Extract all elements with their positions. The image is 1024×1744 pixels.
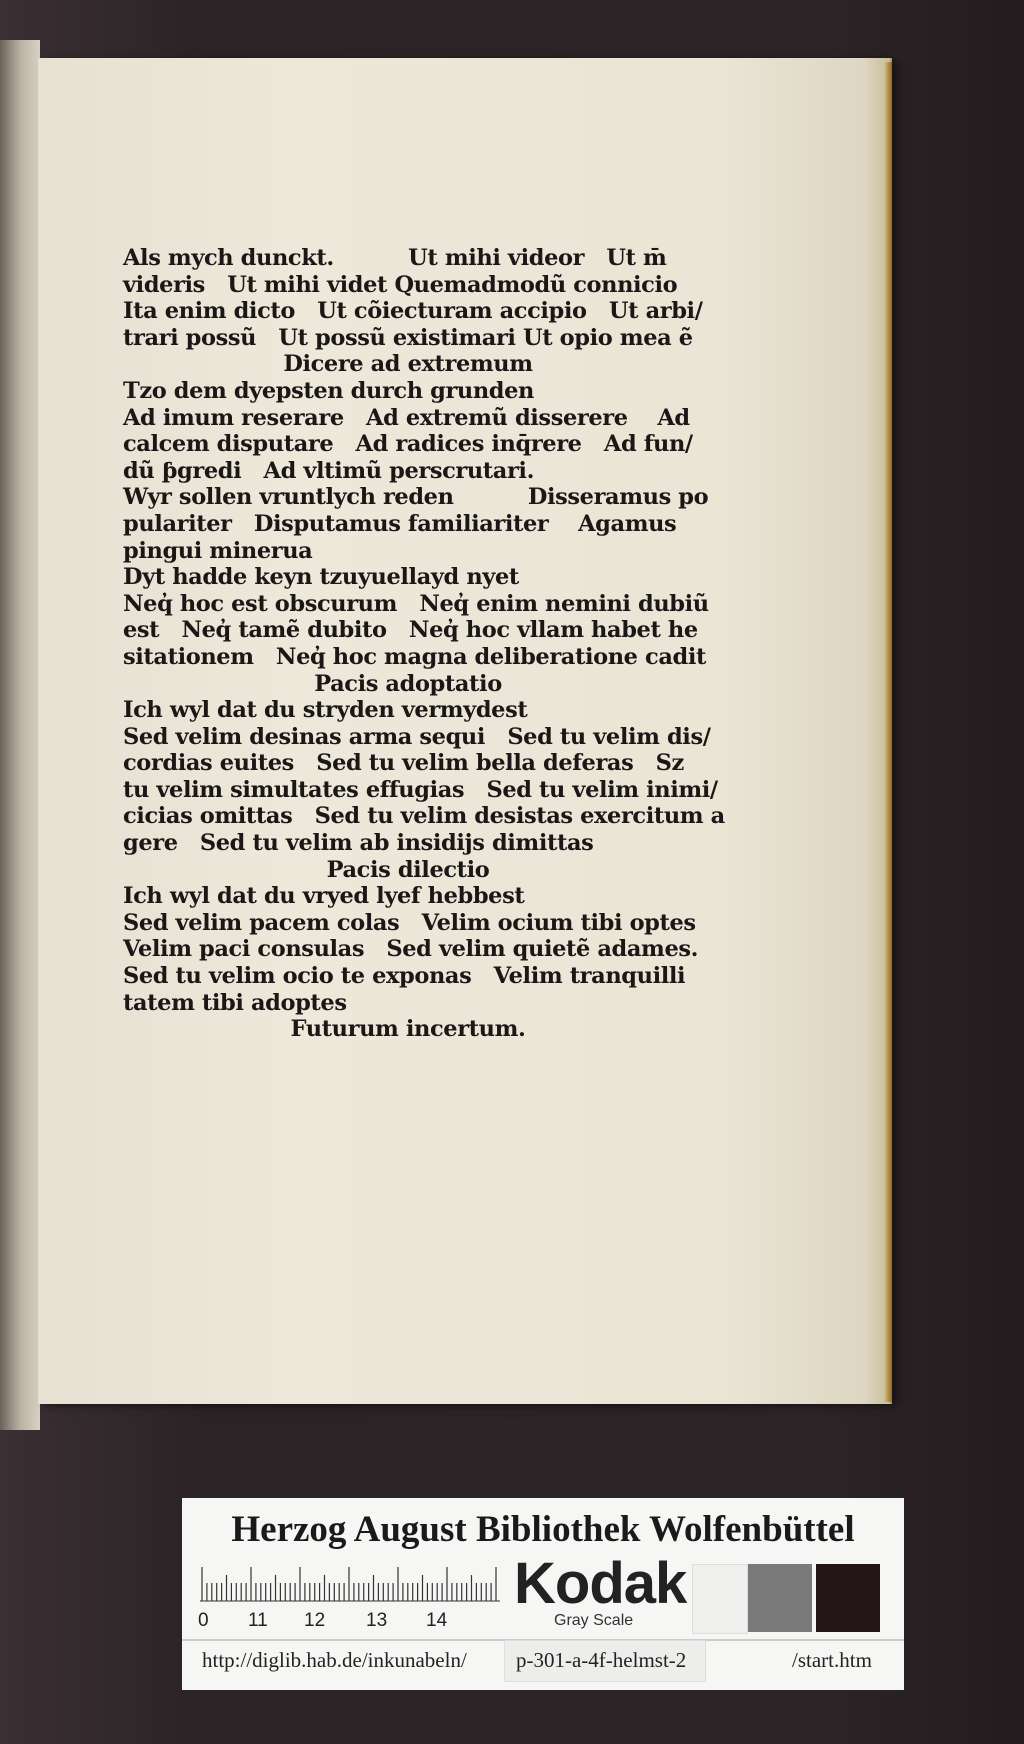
ruler-number: 0 xyxy=(198,1610,209,1631)
text-line: tu velim simultates effugias Sed tu velim inimi/ xyxy=(123,776,718,803)
text-line: est Neq̓ tamẽ dubito Neq̓ hoc vllam habet he xyxy=(123,617,698,644)
kodak-logo: Kodak xyxy=(514,1551,687,1616)
text-line: pingui minerua xyxy=(123,537,313,564)
text-line: Dyt hadde keyn tzuyuellayd nyet xyxy=(123,564,519,591)
ruler-number: 13 xyxy=(366,1610,388,1631)
gray-patch-dark xyxy=(816,1564,880,1632)
text-line: Tzo dem dyepsten durch grunden xyxy=(123,377,535,404)
text-line: Ich wyl dat du vryed lyef hebbest xyxy=(123,883,525,910)
text-line: Wyr sollen vruntlych reden Disseramus po xyxy=(123,484,709,511)
library-title: Herzog August Bibliothek Wolfenbüttel xyxy=(231,1509,855,1550)
ruler-number: 14 xyxy=(426,1610,448,1631)
text-line: Ich wyl dat du stryden vermydest xyxy=(123,697,528,724)
text-line: calcem disputare Ad radices inq̄rere Ad fun/ xyxy=(123,431,693,458)
text-line: Sed velim pacem colas Velim ocium tibi optes xyxy=(123,909,696,936)
reference-card xyxy=(182,1498,904,1690)
ruler-number: 11 xyxy=(248,1610,268,1631)
text-line: Velim paci consulas Sed velim quietẽ adames. xyxy=(123,936,699,963)
text-line: dũ ƥgredi Ad vltimũ perscrutari. xyxy=(123,457,535,484)
text-line: gere Sed tu velim ab insidijs dimittas xyxy=(123,830,594,857)
text-line: pulariter Disputamus familiariter Agamus xyxy=(123,510,677,537)
url-id: p-301-a-4f-helmst-2 xyxy=(516,1648,687,1672)
section-heading: Dicere ad extremum xyxy=(283,351,533,378)
section-heading: Futurum incertum. xyxy=(290,1016,526,1043)
adjacent-page-edge xyxy=(0,40,40,1430)
url-end: /start.htm xyxy=(792,1648,872,1672)
text-line: cicias omittas Sed tu velim desistas exercitum a xyxy=(123,803,725,830)
text-line: Ad imum reserare Ad extremũ disserere Ad xyxy=(123,404,690,431)
section-heading: Pacis adoptatio xyxy=(314,670,502,697)
text-line: tatem tibi adoptes xyxy=(123,989,347,1016)
ruler-numbers xyxy=(198,1610,518,1632)
gray-patch-white xyxy=(692,1564,748,1634)
text-line: videris Ut mihi videt Quemadmodũ connicio xyxy=(123,271,678,298)
printed-text-block xyxy=(123,245,725,1043)
gray-patch-mid xyxy=(748,1564,812,1632)
text-line: Sed velim desinas arma sequi Sed tu velim dis/ xyxy=(123,723,711,750)
text-line: Sed tu velim ocio te exponas Velim tranquilli xyxy=(123,963,686,990)
text-line: Ita enim dicto Ut cõiecturam accipio Ut arbi/ xyxy=(123,298,703,325)
text-line: cordias euites Sed tu velim bella deferas Sz xyxy=(123,750,684,777)
gray-scale-label: Gray Scale xyxy=(554,1612,634,1629)
url-base: http://diglib.hab.de/inkunabeln/ xyxy=(202,1648,467,1672)
text-line: trari possũ Ut possũ existimari Ut opio mea ẽ xyxy=(123,324,693,351)
text-line: sitationem Neq̓ hoc magna deliberatione cadit xyxy=(123,643,706,670)
ruler-scale xyxy=(200,1564,500,1602)
text-line: Als mych dunckt. Ut mihi videor Ut m̄ xyxy=(123,245,667,271)
text-line: Neq̓ hoc est obscurum Neq̓ enim nemini dubiũ xyxy=(123,590,709,617)
section-heading: Pacis dilectio xyxy=(326,856,490,883)
ruler-number: 12 xyxy=(304,1610,326,1631)
page-fore-edge xyxy=(884,62,892,1402)
